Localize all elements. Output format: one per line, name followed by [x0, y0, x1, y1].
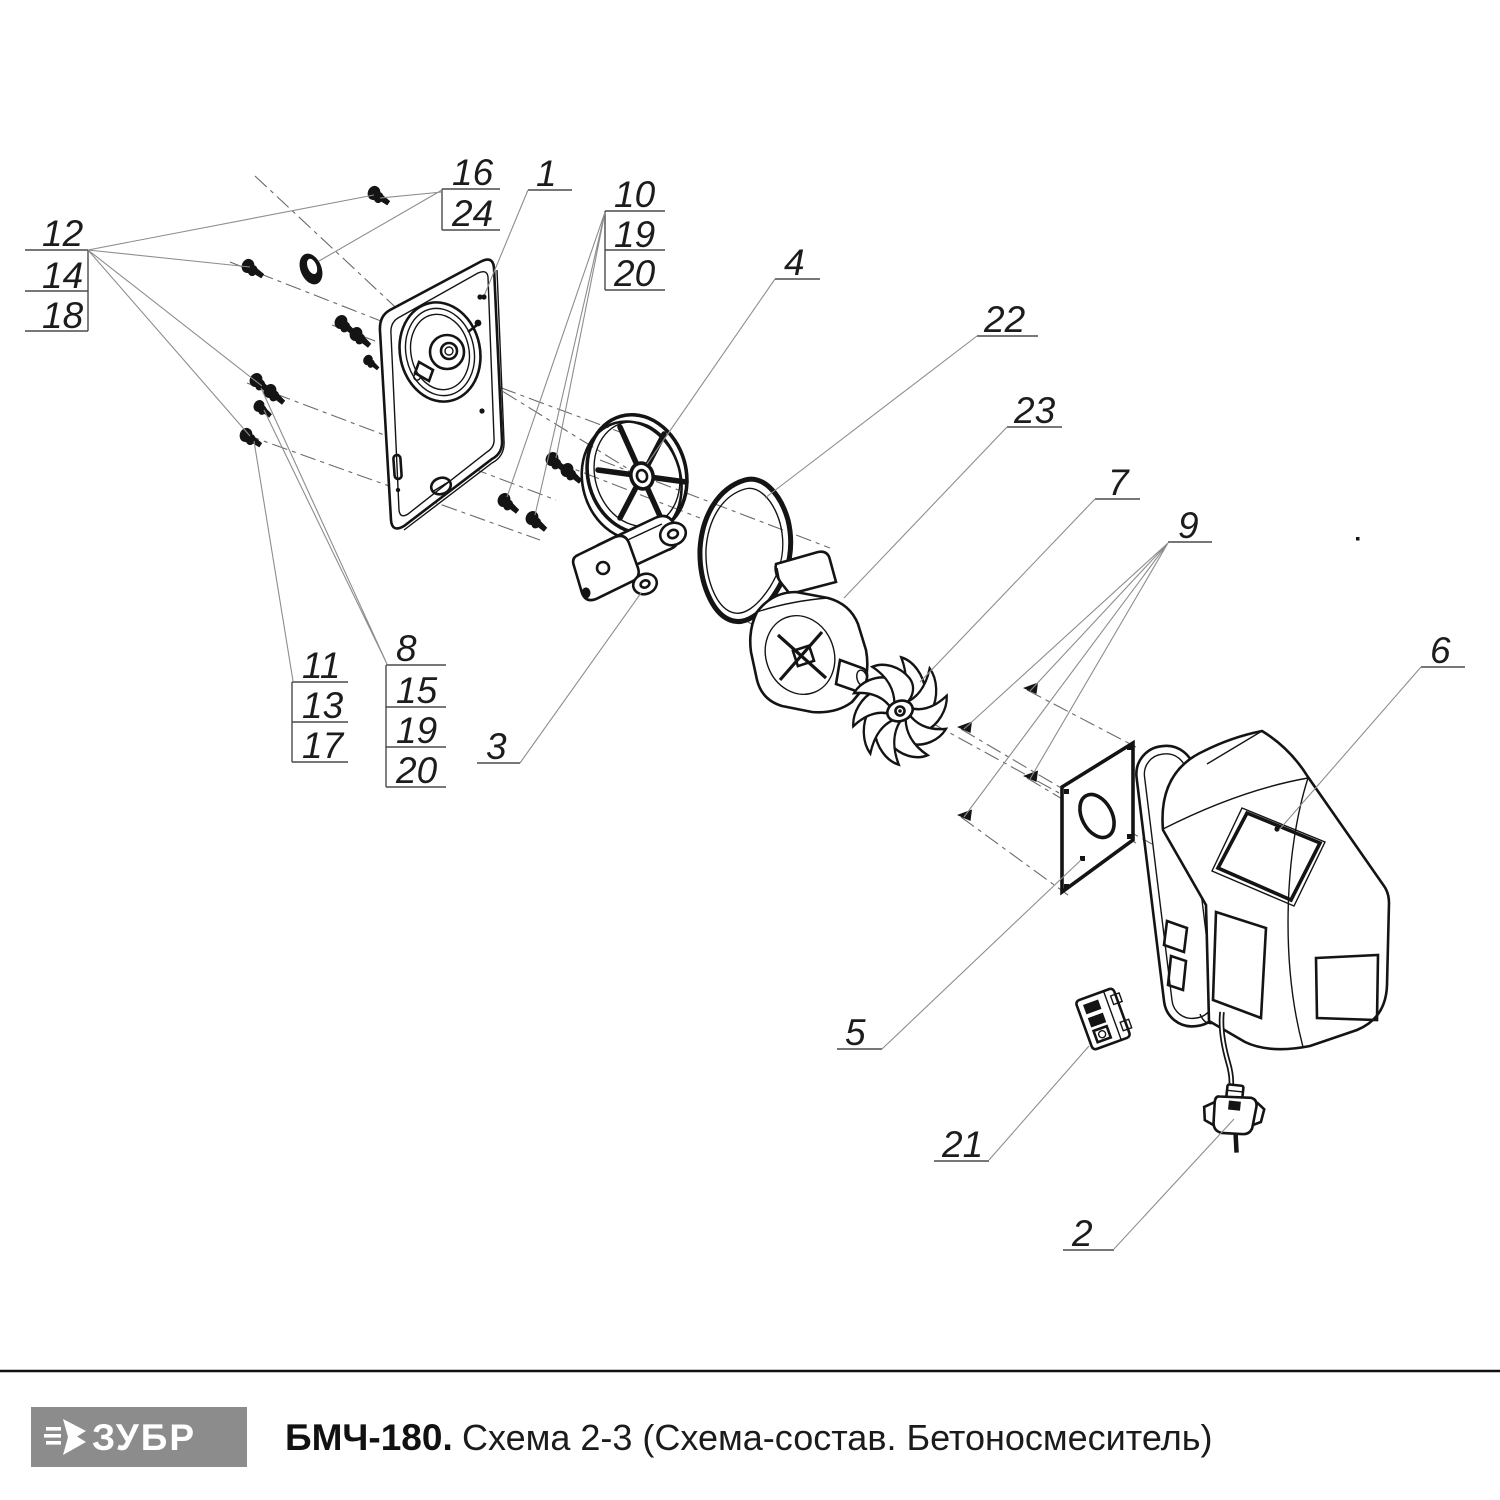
callout-23 [844, 390, 1062, 598]
callout-number: 17 [302, 725, 344, 766]
callout-3 [477, 593, 641, 767]
callout-number: 11 [302, 645, 341, 686]
stray-mark [1356, 537, 1360, 541]
callout-5 [837, 860, 1081, 1053]
callout-12-14-18 [25, 195, 374, 436]
callout-number: 19 [396, 710, 438, 751]
tensioner-bracket [573, 516, 689, 600]
power-switch [1075, 986, 1134, 1050]
callout-number: 2 [1072, 1213, 1093, 1254]
callout-number: 20 [396, 750, 438, 791]
seal-washer [295, 250, 326, 288]
callout-number: 12 [42, 213, 84, 254]
callout-4 [647, 242, 820, 464]
callout-number: 9 [1178, 505, 1199, 546]
motor-housing-cover [1133, 731, 1389, 1049]
callout-number: 23 [1014, 390, 1056, 431]
callout-22 [765, 299, 1038, 498]
callout-2 [1063, 1119, 1234, 1254]
assembly-axis-lines [230, 176, 1152, 895]
callout-7 [920, 462, 1140, 682]
callout-number: 20 [614, 253, 656, 294]
gasket-plate [1062, 743, 1133, 892]
callout-number: 21 [942, 1124, 984, 1165]
callout-number: 16 [452, 152, 494, 193]
callout-number: 10 [614, 174, 656, 215]
callout-number: 8 [396, 628, 417, 669]
callout-number: 4 [784, 242, 805, 283]
callout-11-13-17 [254, 441, 348, 766]
callout-number: 15 [396, 670, 438, 711]
rear-cover-plate [380, 260, 504, 530]
callout-number: 18 [42, 295, 84, 336]
footer [0, 1371, 1500, 1467]
callout-21 [934, 1046, 1089, 1165]
callout-number: 5 [845, 1012, 866, 1053]
callout-number: 24 [452, 193, 494, 234]
fan-cover-screws [957, 683, 1038, 822]
callout-number: 13 [302, 685, 344, 726]
callout-number: 3 [486, 726, 507, 767]
callout-number: 14 [42, 255, 84, 296]
callout-number: 22 [984, 299, 1026, 340]
callout-number: 1 [536, 153, 557, 194]
model-title: БМЧ-180. [285, 1417, 453, 1458]
callout-16-24 [319, 152, 500, 261]
schema-subtitle: Схема 2-3 (Схема-состав. Бетоносмеситель) [462, 1417, 1213, 1458]
callout-number: 19 [614, 214, 656, 255]
brand-name: ЗУБР [92, 1417, 197, 1458]
callout-number: 6 [1430, 630, 1451, 671]
electric-motor [750, 552, 869, 713]
callout-number: 7 [1108, 462, 1129, 503]
